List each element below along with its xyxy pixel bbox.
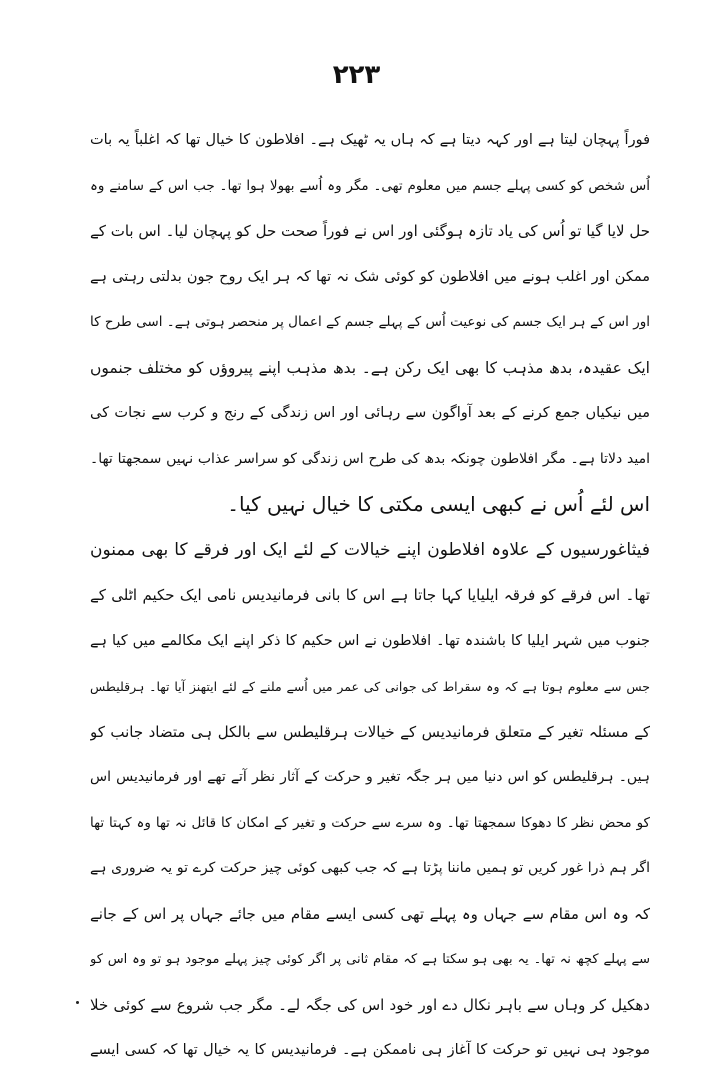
text-line: اُس شخص کو کسی پہلے جسم میں معلوم تھی۔ مگر وہ اُسے بھولا ہوا تھا۔ جب اس کے سامنے وہ [90,177,650,194]
text-line: فوراً پہچان لیتا ہے اور کہہ دیتا ہے کہ ہاں یہ ٹھیک ہے۔ افلاطون کا خیال تھا کہ اغلباً یہ بات [90,132,650,148]
text-line: اگر ہم ذرا غور کریں تو ہمیں ماننا پڑتا ہے کہ جب کبھی کوئی چیز حرکت کرے تو یہ ضروری ہے [90,860,650,876]
text-line: اور اس کے ہر ایک جسم کی نوعیت اُس کے پہلے جسم کے اعمال پر منحصر ہوتی ہے۔ اسی طرح کا [90,314,650,330]
text-line: ہیں۔ ہرقلیطس کو اس دنیا میں ہر جگہ تغیر و حرکت کے آثار نظر آتے تھے اور فرمانیدیس اس [90,769,650,785]
body-text [90,118,650,1074]
text-line: سے پہلے کچھ نہ تھا۔ یہ بھی ہو سکتا ہے کہ مقام ثانی پر اگر کوئی چیز پہلے موجود ہو تو وہ اس کو [90,952,650,967]
page-number: ۲۲۳ [332,60,381,90]
text-line: دھکیل کر وہاں سے باہر نکال دے اور خود اس کی جگہ لے۔ مگر جب شروع سے کوئی خلا [90,995,650,1014]
text-line: کہ وہ اس مقام سے جہاں وہ پہلے تھی کسی ایسے مقام میں جائے جہاں پر اس کے جانے [90,904,650,923]
text-line: موجود ہی نہیں تو حرکت کا آغاز ہی ناممکن ہے۔ فرمانیدیس کا یہ خیال تھا کہ کسی ایسے [90,1042,650,1058]
text-line: ممکن اور اغلب ہونے میں افلاطون کو کوئی شک نہ تھا کہ ہر ایک روح جون بدلتی رہتی ہے [90,268,650,285]
text-line: کے مسئلہ تغیر کے متعلق فرمانیدیس کے خیالات ہرقلیطس سے بالکل ہی متضاد جانب کو [90,722,650,741]
text-line: حل لایا گیا تو اُس کی یاد تازہ ہوگئی اور اس نے فوراً صحت حل کو پہچان لیا۔ اس بات کے [90,222,650,240]
ink-speck [76,1001,79,1004]
text-line: اس لئے اُس نے کبھی ایسی مکتی کا خیال نہیں کیا۔ [227,492,650,516]
text-line: جنوب میں شہر ایلیا کا باشندہ تھا۔ افلاطون نے اس حکیم کا ذکر اپنے ایک مکالمے میں کیا ہے [90,632,650,649]
text-line: امید دلاتا ہے۔ مگر افلاطون چونکہ بدھ کی طرح اس زندگی کو سراسر عذاب نہیں سمجھتا تھا۔ [90,450,650,467]
text-line: کو محض نظر کا دھوکا سمجھتا تھا۔ وہ سرے سے حرکت و تغیر کے امکان کا قائل نہ تھا وہ کہتا تھا [90,814,650,831]
text-line: میں نیکیاں جمع کرنے کے بعد آواگون سے رہائی اور اس زندگی کے رنج و کرب سے نجات کی [90,405,650,421]
text-line: جس سے معلوم ہوتا ہے کہ وہ سقراط کی جوانی کی عمر میں اُسے ملنے کے لئے ایتھنز آیا تھا۔ ہرقلیطس [90,679,650,694]
text-line: فیثاغورسیوں کے علاوہ افلاطون اپنے خیالات کے لئے ایک اور فرقے کا بھی ممنون [90,539,650,560]
text-line: تھا۔ اس فرقے کو فرقہ ایلیایا کہا جاتا ہے اس کا بانی فرمانیدیس نامی ایک حکیم اٹلی کے [90,586,650,604]
text-line: ایک عقیدہ، بدھ مذہب کا بھی ایک رکن ہے۔ بدھ مذہب اپنے پیروؤں کو مختلف جنموں [90,358,650,377]
